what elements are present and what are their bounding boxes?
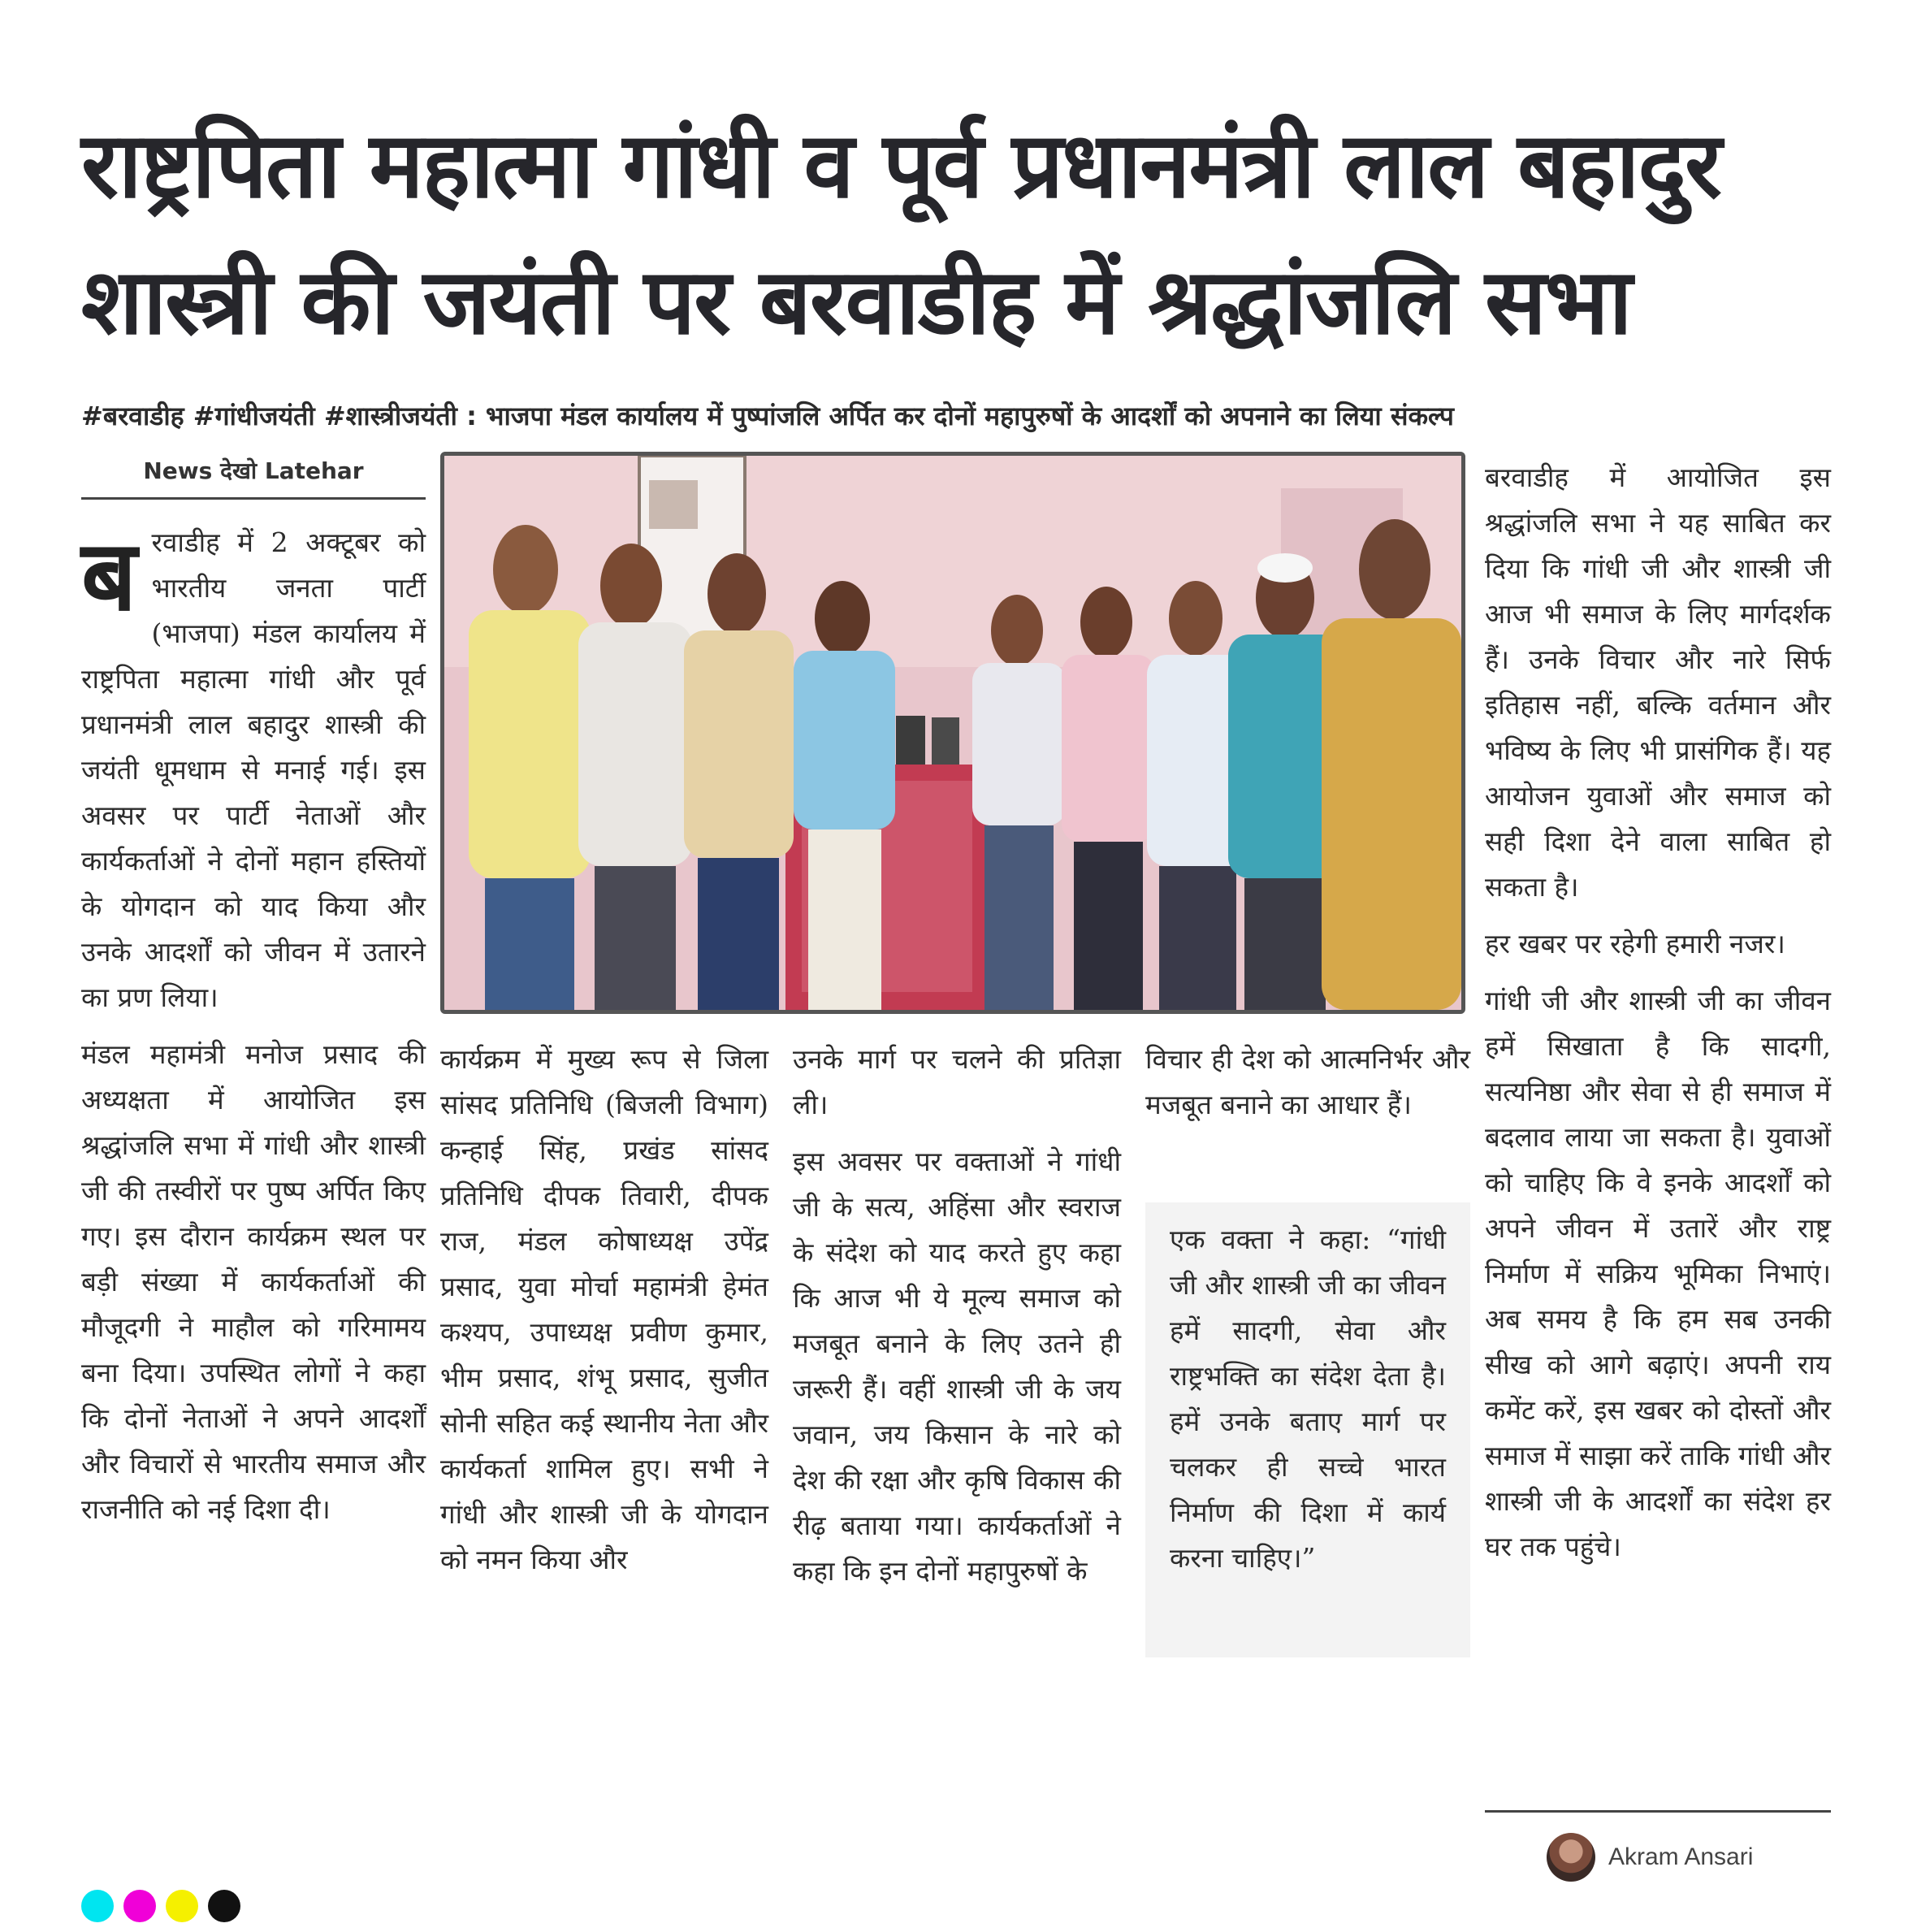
pull-quote: एक वक्ता ने कहा: “गांधी जी और शास्त्री जी का जीवन हमें सादगी, सेवा और राष्ट्रभक्ति का संदेश देता है। हमें उनके बताए मार्ग पर चलकर ही सच्चे भारत निर्माण की दिशा में कार्य करना चाहिए।” (1145, 1202, 1470, 1657)
headline-line-2: शास्त्री की जयंती पर बरवाडीह में श्रद्धांजलि सभा (81, 249, 1631, 355)
byline: News देखो Latehar (81, 455, 426, 500)
yellow-dot (166, 1890, 198, 1922)
event-photo-illustration (444, 456, 1461, 1010)
column-2 (440, 1037, 768, 1594)
column-5 (1485, 455, 1831, 1581)
paragraph-intro: बरवाडीह में 2 अक्टूबर को भारतीय जनता पार्टी (भाजपा) मंडल कार्यालय में राष्ट्रपिता महात्मा गांधी और पूर्व प्रधानमंत्री लाल बहादुर शास्त्री की जयंती धूमधाम से मनाई गई। इस अवसर पर पार्टी नेताओं और कार्यकर्ताओं ने दोनों महान हस्तियों के योगदान को याद किया और उनके आदर्शों को जीवन में उतारने का प्रण लिया। (81, 520, 426, 1013)
paragraph: विचार ही देश को आत्मनिर्भर और मजबूत बनाने का आधार हैं। (1145, 1043, 1470, 1120)
event-photo (440, 452, 1465, 1014)
drop-cap: ब (81, 520, 137, 633)
paragraph: हर खबर पर रहेगी हमारी नजर। (1485, 928, 1785, 960)
cyan-dot (81, 1890, 114, 1922)
end-rule (1485, 1810, 1831, 1813)
black-dot (208, 1890, 240, 1922)
avatar (1547, 1833, 1595, 1882)
paragraph: बरवाडीह में आयोजित इस श्रद्धांजलि सभा ने यह साबित कर दिया कि गांधी जी और शास्त्री जी आज भी समाज के लिए मार्गदर्शक हैं। उनके विचार और नारे सिर्फ इतिहास नहीं, बल्कि वर्तमान और भविष्य के लिए भी प्रासंगिक हैं। यह आयोजन युवाओं और समाज को सही दिशा देने वाला साबित हो सकता है। (1485, 461, 1831, 903)
paragraph: इस अवसर पर वक्ताओं ने गांधी जी के सत्य, अहिंसा और स्वराज के संदेश को याद करते हुए कहा कि आज भी ये मूल्य समाज को मजबूत बनाने के लिए उतने ही जरूरी हैं। वहीं शास्त्री जी के जय जवान, जय किसान के नारे को देश की रक्षा और कृषि विकास की रीढ़ बताया गया। कार्यकर्ताओं ने कहा कि इन दोनों महापुरुषों के (793, 1146, 1121, 1587)
paragraph: कार्यक्रम में मुख्य रूप से जिला सांसद प्रतिनिधि (बिजली विभाग) कन्हाई सिंह, प्रखंड सांसद प्रतिनिधि दीपक तिवारी, दीपक राज, मंडल कोषाध्यक्ष उपेंद्र प्रसाद, युवा मोर्चा महामंत्री हेमंत कश्यप, उपाध्यक्ष प्रवीण कुमार, भीम प्रसाद, शंभू प्रसाद, सुजीत सोनी सहित कई स्थानीय नेता और कार्यकर्ता शामिल हुए। सभी ने गांधी और शास्त्री जी के योगदान को नमन किया और (440, 1043, 768, 1575)
subheadline: #बरवाडीह #गांधीजयंती #शास्त्रीजयंती : भाजपा मंडल कार्यालय में पुष्पांजलि अर्पित कर दोनों महापुरुषों के आदर्शों को अपनाने का लिया संकल्प (81, 401, 1454, 431)
paragraph: उनके मार्ग पर चलने की प्रतिज्ञा ली। (793, 1043, 1121, 1120)
author-name: Akram Ansari (1608, 1843, 1754, 1870)
column-4 (1145, 1037, 1470, 1139)
paragraph: मंडल महामंत्री मनोज प्रसाद की अध्यक्षता में आयोजित इस श्रद्धांजलि सभा में गांधी और शास्त्री जी की तस्वीरों पर पुष्प अर्पित किए गए। इस दौरान कार्यक्रम स्थल पर बड़ी संख्या में कार्यकर्ताओं की मौजूदगी ने माहौल को गरिमामय बना दिया। उपस्थित लोगों ने कहा कि दोनों नेताओं ने अपने आदर्शों और विचारों से भारतीय समाज और राजनीति को नई दिशा दी। (81, 1038, 426, 1525)
registration-marks (81, 1890, 240, 1922)
column-1 (81, 520, 426, 1544)
column-3 (793, 1037, 1121, 1605)
headline-line-1: राष्ट्रपिता महात्मा गांधी व पूर्व प्रधानमंत्री लाल बहादुर (81, 113, 1720, 219)
author-credit (1547, 1831, 1753, 1883)
magenta-dot (123, 1890, 156, 1922)
headline (81, 97, 1852, 370)
paragraph: गांधी जी और शास्त्री जी का जीवन हमें सिखाता है कि सादगी, सत्यनिष्ठा और सेवा से ही समाज में बदलाव लाया जा सकता है। युवाओं को चाहिए कि वे इनके आदर्शों को अपने जीवन में उतारें और राष्ट्र निर्माण में सक्रिय भूमिका निभाएं। अब समय है कि हम सब उनकी सीख को आगे बढ़ाएं। अपनी राय कमेंट करें, इस खबर को दोस्तों और समाज में साझा करें ताकि गांधी और शास्त्री जी के आदर्शों का संदेश हर घर तक पहुंचे। (1485, 985, 1831, 1562)
